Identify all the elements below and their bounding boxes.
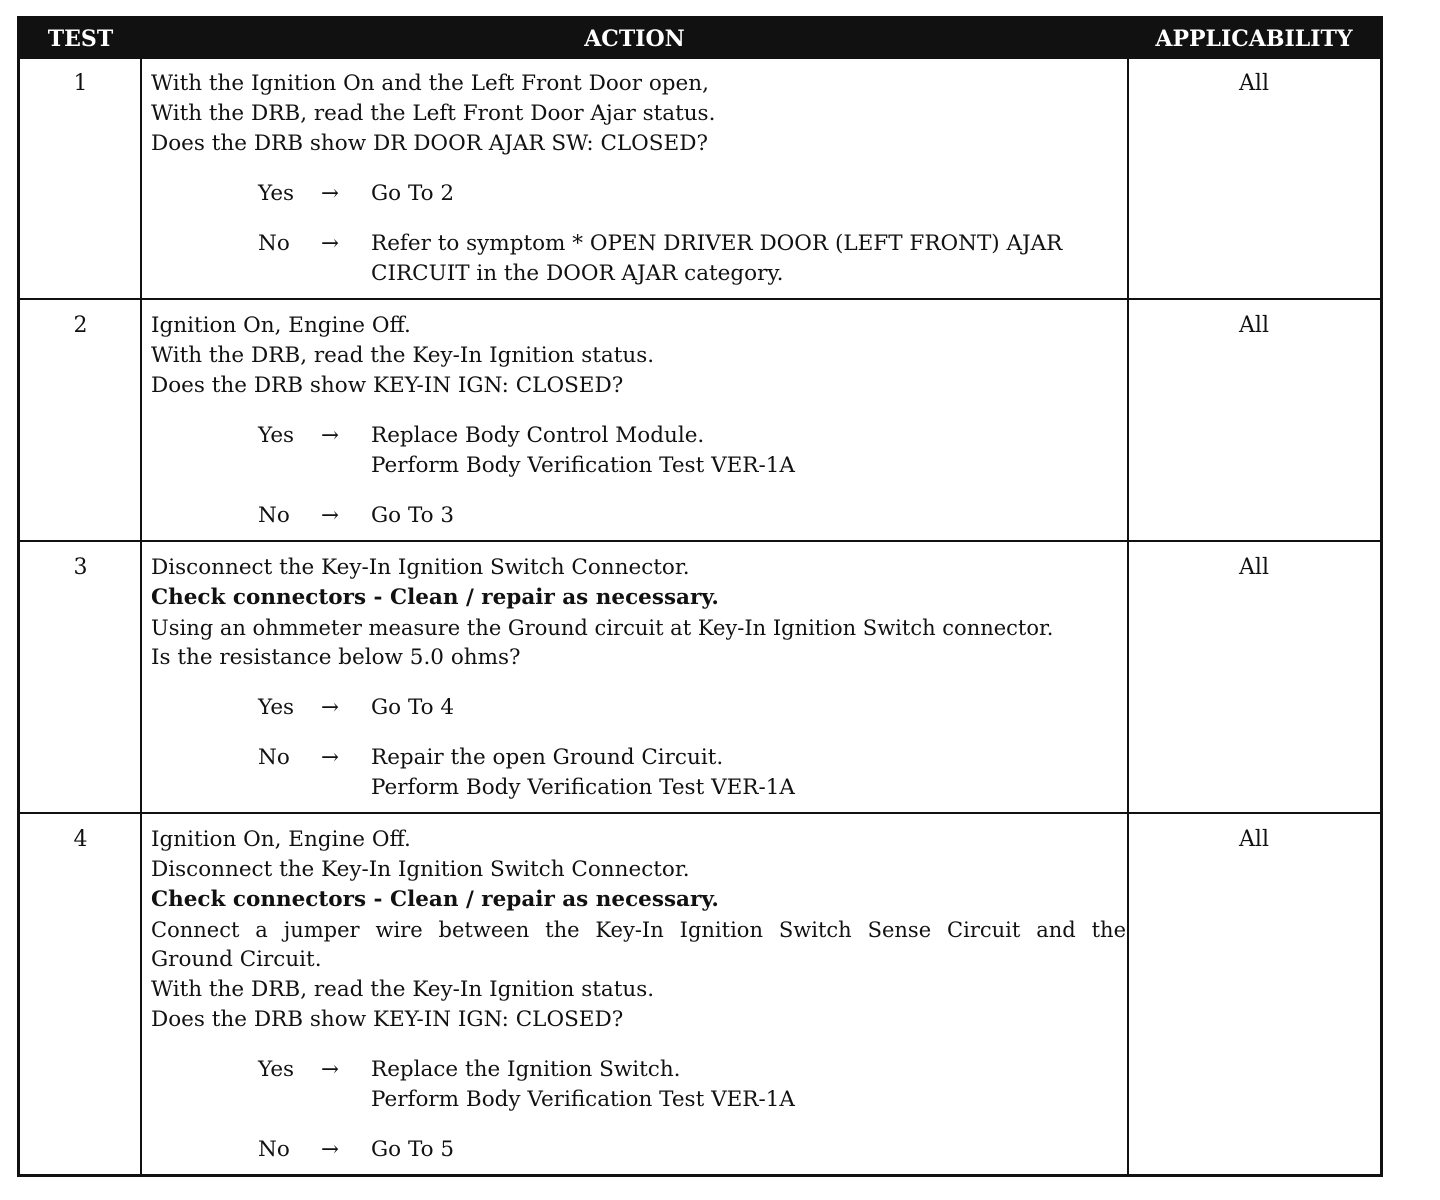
header-action: ACTION (584, 26, 685, 52)
action-line: Is the resistance below 5.0 ohms? (151, 645, 521, 670)
applicability-cell: All (1239, 71, 1269, 96)
test-number: 4 (73, 827, 88, 852)
no-label: No (258, 745, 290, 770)
no-response (151, 743, 1126, 773)
arrow-icon: → (321, 745, 340, 770)
column-divider-test (140, 59, 142, 1174)
arrow-icon: → (321, 1057, 340, 1082)
action-line: Connect a jumper wire between the Key-In Ignition Switch Sense Circuit and the (151, 918, 1126, 942)
arrow-icon: → (321, 503, 340, 528)
test-number: 3 (73, 555, 88, 580)
row-divider (20, 812, 1380, 814)
no-text: CIRCUIT in the DOOR AJAR category. (371, 261, 784, 286)
action-line: Does the DRB show KEY-IN IGN: CLOSED? (151, 1007, 624, 1032)
action-line: Ignition On, Engine Off. (151, 827, 411, 852)
arrow-icon: → (321, 231, 340, 256)
no-label: No (258, 503, 290, 528)
no-response-continued (151, 259, 1126, 289)
action-line: With the DRB, read the Left Front Door Ajar status. (151, 101, 716, 126)
yes-response-continued (151, 1085, 1126, 1115)
no-label: No (258, 1137, 290, 1162)
yes-text: Replace Body Control Module. (371, 423, 705, 448)
action-line: With the Ignition On and the Left Front Door open, (151, 71, 709, 96)
header-applicability: APPLICABILITY (1155, 26, 1353, 52)
action-cell (151, 553, 1126, 803)
no-text: Refer to symptom * OPEN DRIVER DOOR (LEFT FRONT) AJAR (371, 231, 1063, 256)
yes-text: Replace the Ignition Switch. (371, 1057, 681, 1082)
applicability-cell: All (1239, 827, 1269, 852)
action-line: Disconnect the Key-In Ignition Switch Connector. (151, 555, 690, 580)
arrow-icon: → (321, 695, 340, 720)
no-text: Go To 3 (371, 503, 455, 528)
action-line-bold: Check connectors - Clean / repair as necessary. (151, 585, 719, 610)
table-header (20, 19, 1380, 59)
action-cell (151, 69, 1126, 289)
arrow-icon: → (321, 181, 340, 206)
diagnostic-table (17, 16, 1383, 1177)
action-line-bold: Check connectors - Clean / repair as necessary. (151, 887, 719, 912)
yes-response (151, 693, 1126, 723)
applicability-cell: All (1239, 555, 1269, 580)
header-test: TEST (47, 26, 114, 52)
yes-label: Yes (258, 1057, 295, 1082)
yes-response (151, 179, 1126, 209)
yes-text: Go To 4 (371, 695, 455, 720)
arrow-icon: → (321, 423, 340, 448)
no-text: Repair the open Ground Circuit. (371, 745, 724, 770)
no-response-continued (151, 773, 1126, 803)
no-label: No (258, 231, 290, 256)
action-cell (151, 825, 1126, 1165)
yes-label: Yes (258, 181, 295, 206)
action-line: Does the DRB show DR DOOR AJAR SW: CLOSED? (151, 131, 708, 156)
action-line: Ignition On, Engine Off. (151, 313, 411, 338)
test-number: 1 (73, 71, 88, 96)
no-response (151, 1135, 1126, 1165)
yes-response (151, 1055, 1126, 1085)
no-text: Perform Body Verification Test VER-1A (371, 775, 795, 800)
yes-response-continued (151, 451, 1126, 481)
applicability-cell: All (1239, 313, 1269, 338)
row-divider (20, 540, 1380, 542)
action-line: With the DRB, read the Key-In Ignition status. (151, 343, 655, 368)
no-response (151, 501, 1126, 531)
test-number: 2 (73, 313, 88, 338)
yes-response (151, 421, 1126, 451)
yes-label: Yes (258, 423, 295, 448)
row-divider (20, 298, 1380, 300)
arrow-icon: → (321, 1137, 340, 1162)
yes-text: Go To 2 (371, 181, 455, 206)
action-line: Ground Circuit. (151, 947, 322, 972)
column-divider-applicability (1127, 59, 1129, 1174)
action-line: Disconnect the Key-In Ignition Switch Connector. (151, 857, 690, 882)
no-text: Go To 5 (371, 1137, 455, 1162)
action-line: With the DRB, read the Key-In Ignition status. (151, 977, 655, 1002)
yes-text: Perform Body Verification Test VER-1A (371, 453, 795, 478)
action-line: Using an ohmmeter measure the Ground circuit at Key-In Ignition Switch connector. (151, 616, 1054, 640)
no-response (151, 229, 1126, 259)
action-cell (151, 311, 1126, 531)
yes-text: Perform Body Verification Test VER-1A (371, 1087, 795, 1112)
yes-label: Yes (258, 695, 295, 720)
action-line: Does the DRB show KEY-IN IGN: CLOSED? (151, 373, 624, 398)
